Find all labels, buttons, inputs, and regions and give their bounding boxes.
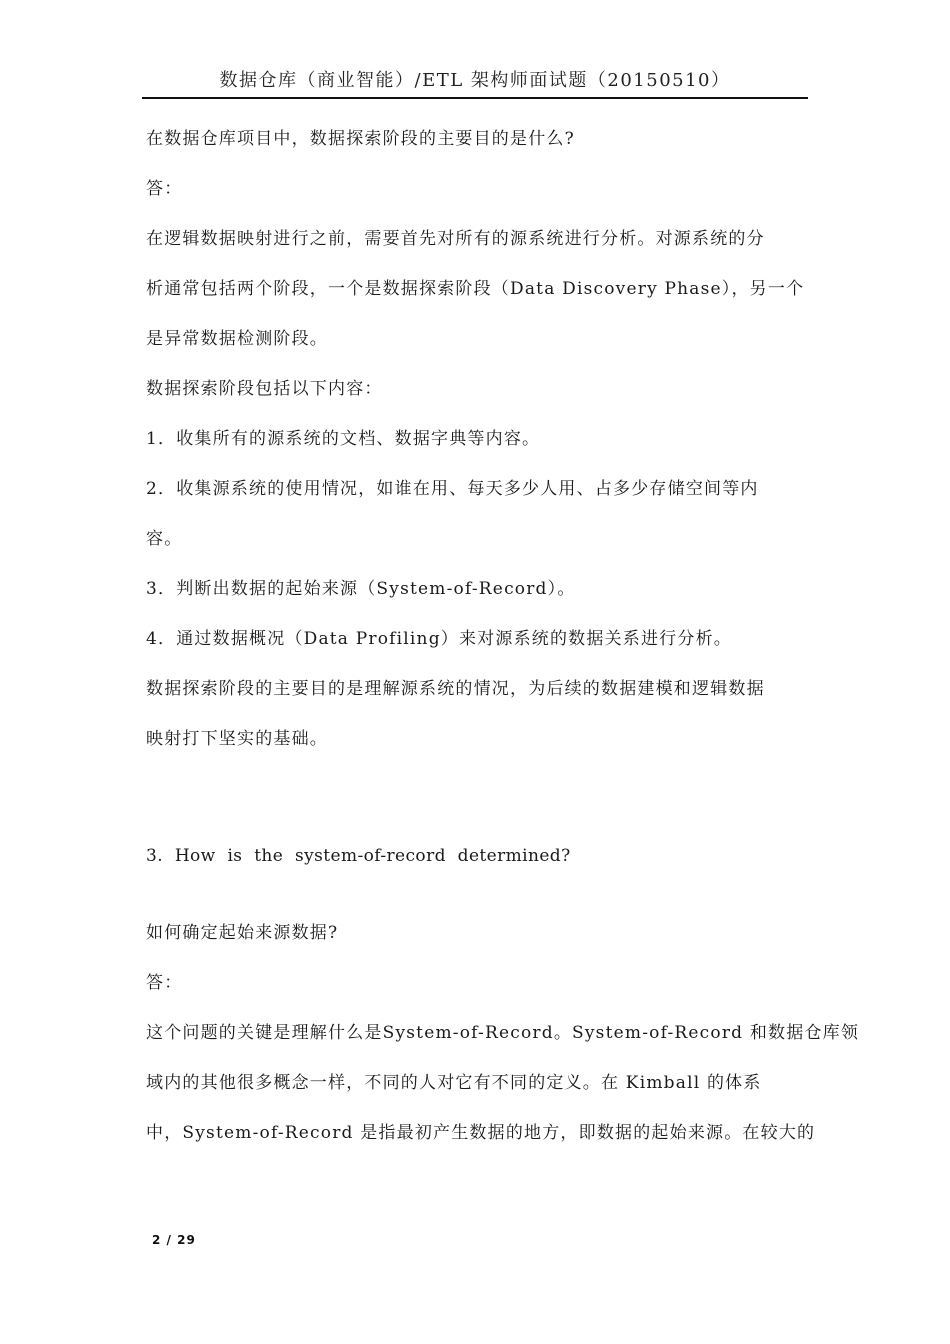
list-item-continuation: 容。 <box>146 529 183 549</box>
list-item: 2．收集源系统的使用情况，如谁在用、每天多少人用、占多少存储空间等内 <box>146 479 759 499</box>
page-number: 2 / 29 <box>152 1233 196 1247</box>
paragraph-line: 数据探索阶段的主要目的是理解源系统的情况，为后续的数据建模和逻辑数据 <box>146 679 765 699</box>
paragraph-line: 中，System-of-Record 是指最初产生数据的地方，即数据的起始来源。在较大的 <box>146 1123 816 1143</box>
question-text: 如何确定起始来源数据? <box>146 923 339 943</box>
answer-label: 答： <box>146 973 183 993</box>
header-rule <box>142 97 808 99</box>
paragraph-line: 在逻辑数据映射进行之前，需要首先对所有的源系统进行分析。对源系统的分 <box>146 229 765 249</box>
paragraph-line: 映射打下坚实的基础。 <box>146 729 328 749</box>
page-header-title: 数据仓库（商业智能）/ETL 架构师面试题（20150510） <box>219 70 731 91</box>
section-heading: 3. How is the system-of-record determined? <box>146 846 571 866</box>
list-item: 3．判断出数据的起始来源（System-of-Record）。 <box>146 579 576 599</box>
answer-label: 答： <box>146 179 183 199</box>
paragraph-line: 析通常包括两个阶段，一个是数据探索阶段（Data Discovery Phase），另一个 <box>146 279 805 299</box>
list-item: 1．收集所有的源系统的文档、数据字典等内容。 <box>146 429 541 449</box>
paragraph-line: 域内的其他很多概念一样，不同的人对它有不同的定义。在 Kimball 的体系 <box>146 1073 762 1093</box>
paragraph-line: 是异常数据检测阶段。 <box>146 329 328 349</box>
paragraph-line: 数据探索阶段包括以下内容： <box>146 379 383 399</box>
paragraph-line: 这个问题的关键是理解什么是System-of-Record。System-of-Record 和数据仓库领 <box>146 1023 860 1043</box>
list-item: 4．通过数据概况（Data Profiling）来对源系统的数据关系进行分析。 <box>146 629 732 649</box>
question-text: 在数据仓库项目中，数据探索阶段的主要目的是什么? <box>146 129 575 149</box>
